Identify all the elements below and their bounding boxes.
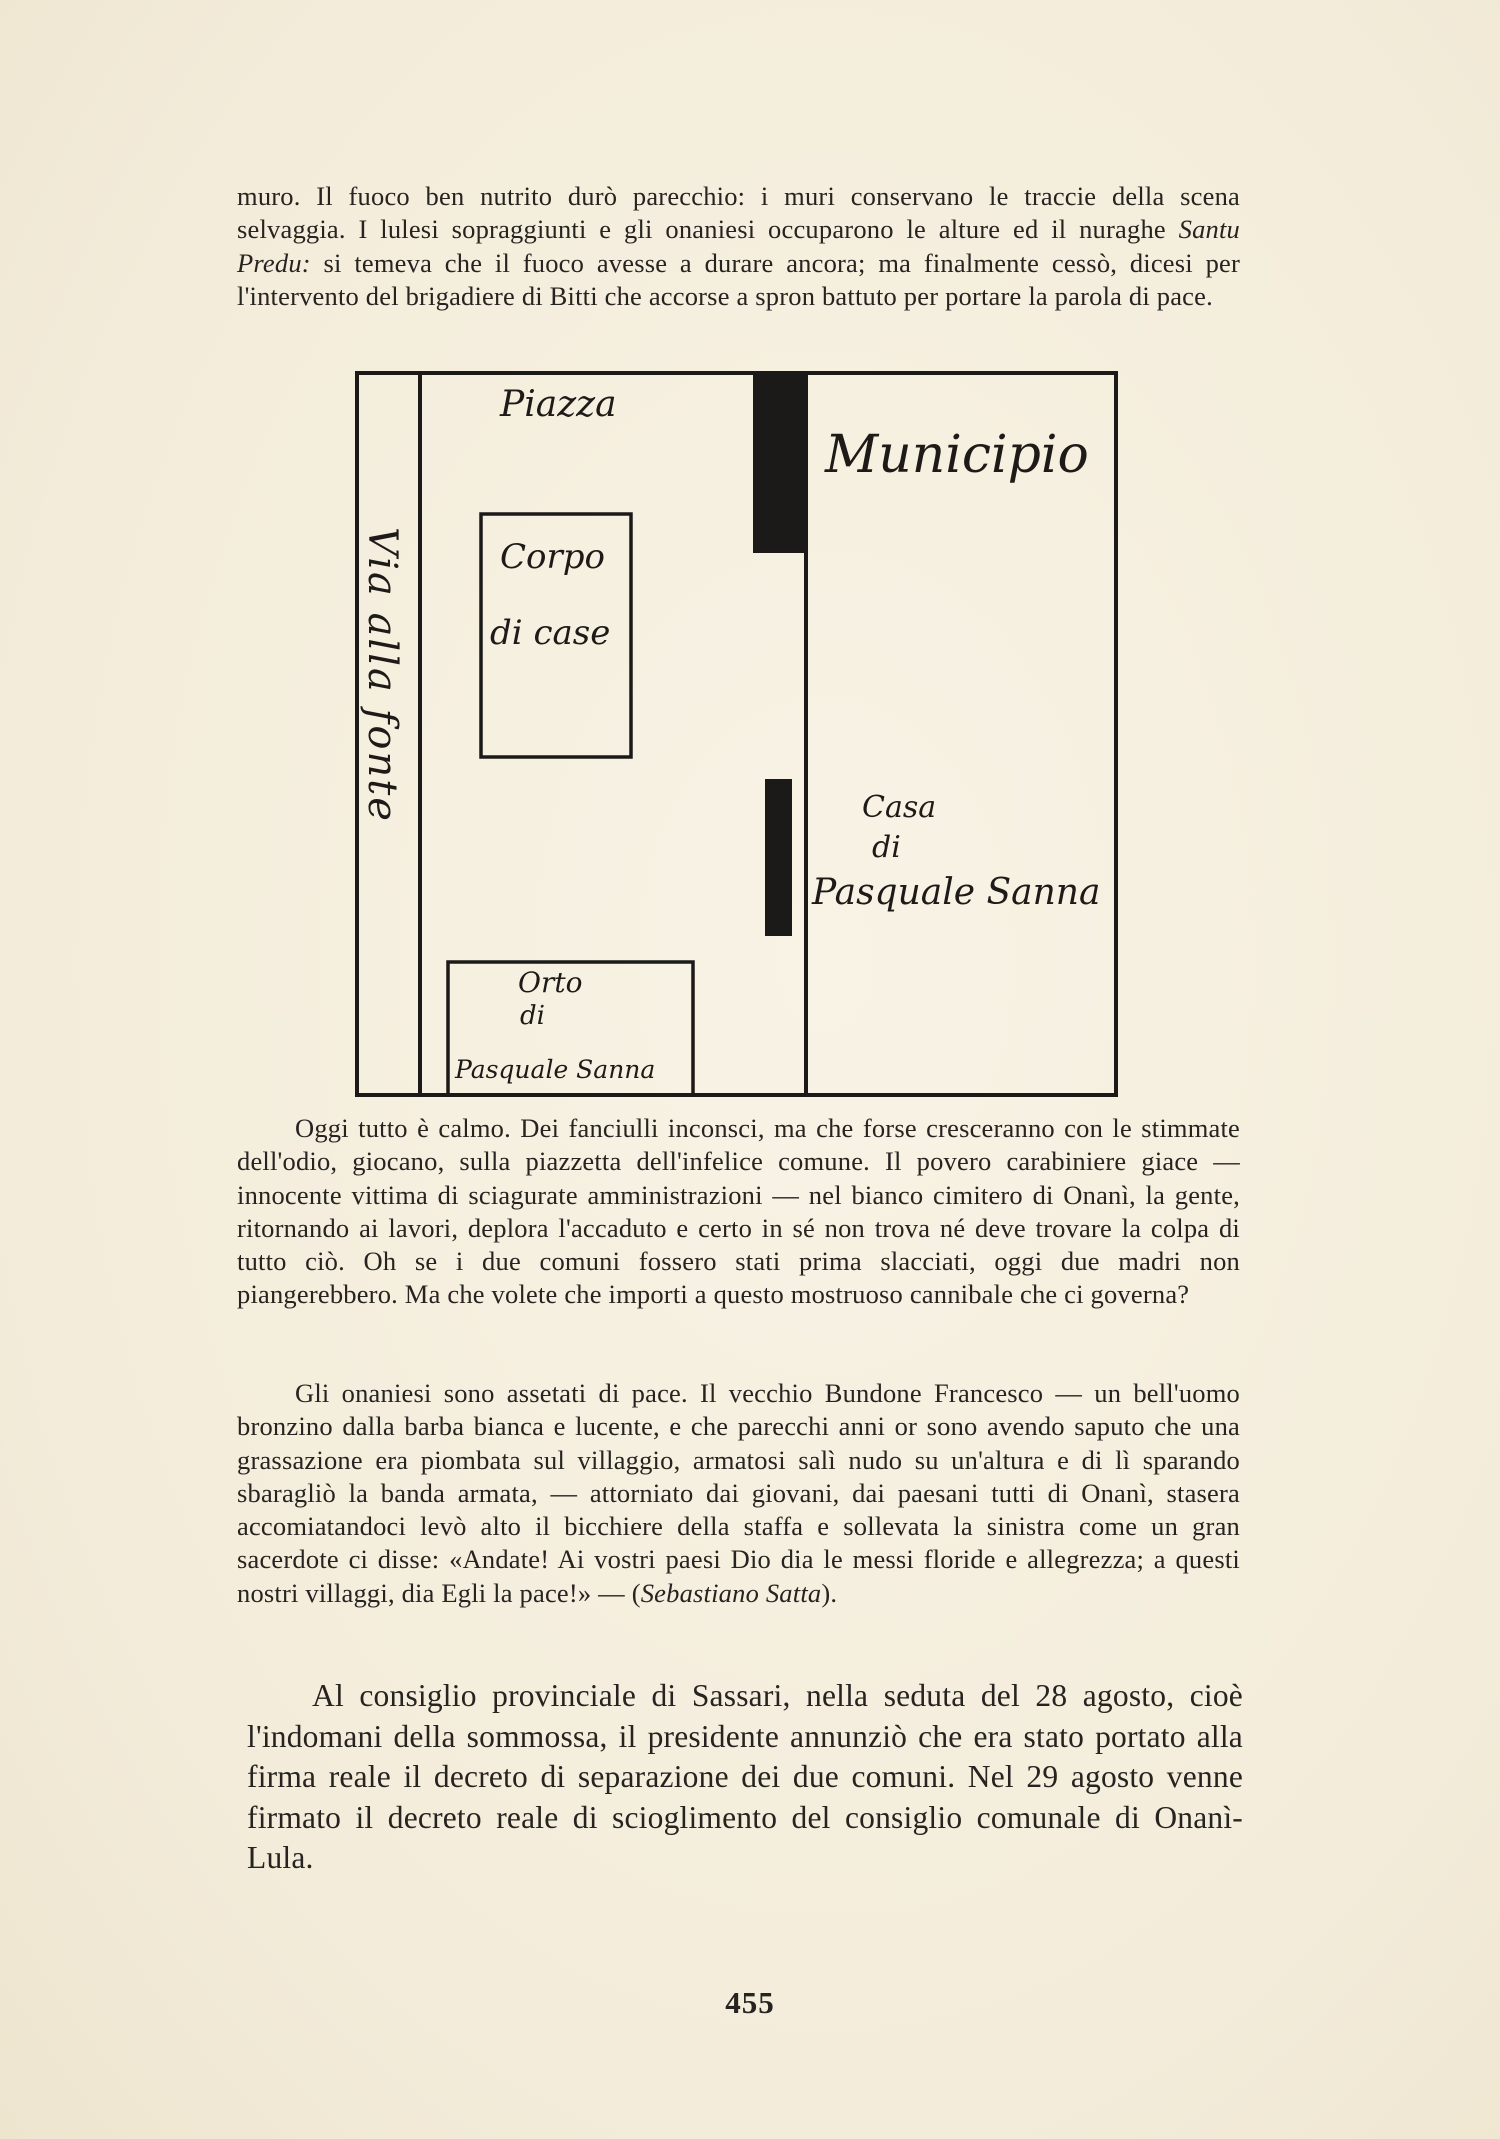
paragraph-3 — [237, 1377, 1240, 1610]
label-orto-line2: di — [520, 1001, 545, 1031]
label-municipio: Municipio — [825, 425, 1089, 485]
paragraph-1-italic: Santu Predu: — [237, 214, 1240, 278]
label-casa-line3: Pasquale Sanna — [812, 872, 1101, 913]
label-corpo-line2: di case — [490, 613, 611, 653]
paragraph-3-text-b: ). — [821, 1577, 838, 1608]
label-via-alla-fonte: Via alla fonte — [359, 527, 405, 823]
label-casa-line2: di — [872, 830, 901, 865]
paragraph-3-text-a: Gli onaniesi sono assetati di pace. Il vecchio Bundone Francesco — un bell'uomo bronzino dalla barba bianca e lucente, e che parecchi anni or sono avendo saputo che una grassazione era piombata sul villaggio, armatosi salì nudo su un'altura e di lì sparando sbaragliò la banda armata, — attorniato dai giovani, dai paesani tutti di Onanì, stasera accomiatandoci levò alto il bicchiere della staffa e sollevata la sinistra come un gran sacerdote ci disse: «Andate! Ai vostri paesi Dio dia le messi floride e allegrezza; a questi nostri villaggi, dia Egli la pace!» — ( — [237, 1378, 1240, 1608]
label-piazza: Piazza — [500, 384, 617, 425]
paragraph-1-text-a: muro. Il fuoco ben nutrito durò parecchio: i muri conservano le traccie della scena selvaggia. I lulesi sopraggiunti e gli onaniesi occuparono le alture ed il nuraghe — [237, 181, 1240, 245]
casa-dark-wall — [765, 779, 792, 936]
paragraph-1-text-b: si temeva che il fuoco avesse a durare ancora; ma finalmente cessò, dicesi per l'intervento del brigadiere di Bitti che accorse a spron battuto per portare la parola di pace. — [237, 247, 1240, 311]
label-orto-line1: Orto — [518, 966, 583, 999]
page-number: 455 — [725, 1985, 775, 2020]
municipio-dark-wall — [753, 373, 805, 553]
paragraph-4: Al consiglio provinciale di Sassari, nella seduta del 28 agosto, cioè l'indomani della sommossa, il presidente annunziò che era stato portato alla firma reale il decreto di separazione dei due comuni. Nel 29 agosto venne firmato il decreto reale di scioglimento del consiglio comunale di Onanì-Lula. — [247, 1678, 1243, 1876]
paragraph-1 — [237, 180, 1240, 313]
paragraph-3-italic: Sebastiano Satta — [640, 1577, 822, 1608]
label-casa-line1: Casa — [862, 790, 937, 825]
paragraph-2: Oggi tutto è calmo. Dei fanciulli inconsci, ma che forse cresceranno con le stimmate dell'odio, giocano, sulla piazzetta dell'infelice comune. Il povero carabiniere giace — innocente vittima di sciagurate amministrazioni — nel bianco cimitero di Onanì, la gente, ritornando ai lavori, deplora l'accaduto e certo in sé non trova né deve trovare la colpa di tutto ciò. Oh se i due comuni fossero stati prima slacciati, oggi due madri non piangerebbero. Ma che volete che importi a questo mostruoso cannibale che ci governa? — [237, 1113, 1240, 1310]
label-corpo-line1: Corpo — [500, 537, 605, 577]
label-orto-line3: Pasquale Sanna — [455, 1055, 656, 1084]
